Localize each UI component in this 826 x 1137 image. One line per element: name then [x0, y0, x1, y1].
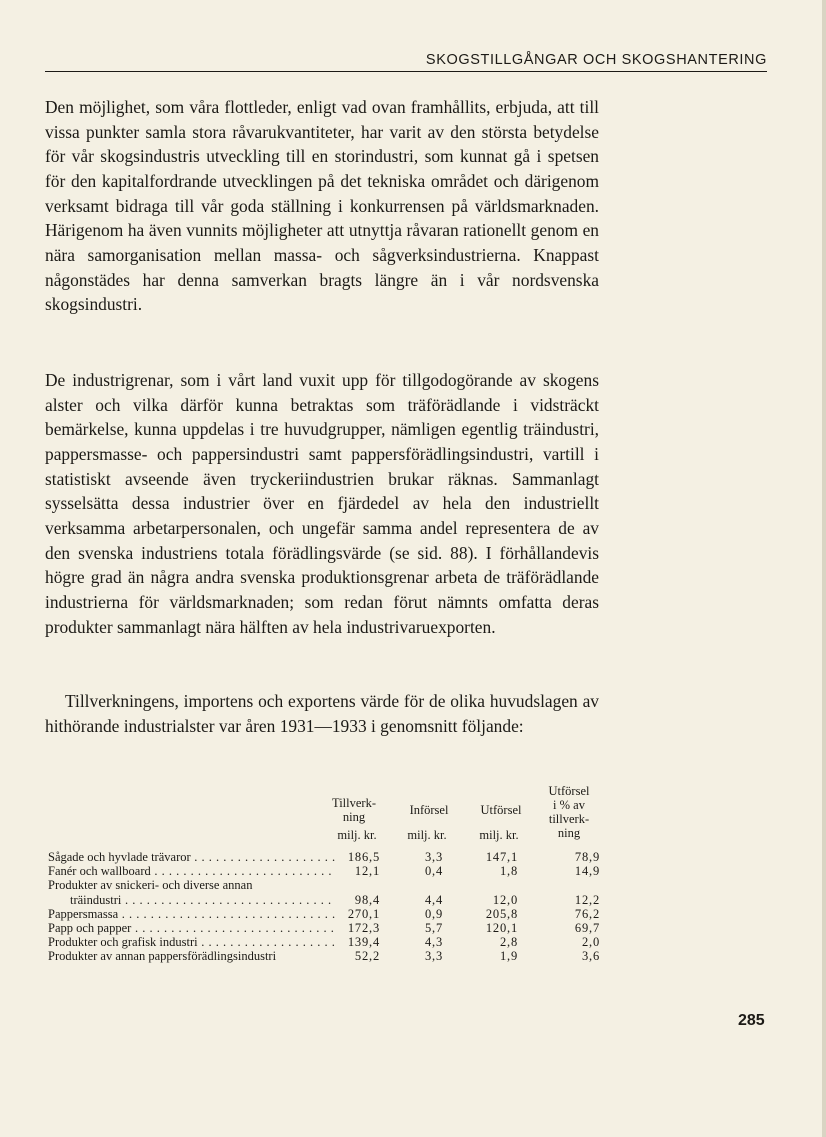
cell-inforsel: 3,3 — [424, 949, 443, 963]
cell-pct: 76,2 — [574, 907, 600, 921]
cell-utforsel: 205,8 — [485, 907, 518, 921]
row-label: Papp och papper . . . — [48, 921, 336, 935]
row-label: Pappersmassa . . . — [48, 907, 336, 921]
table-row — [48, 921, 608, 935]
paragraph-2: De industrigrenar, som i vårt land vuxit upp för tillgodogörande av skogens alster och vilka därför kunna betraktas som träförädlande i vidsträckt bemärkelse, kunna uppdelas i tre huvudgrupper, nämligen egentlig träindustri, pappersmasse- och pappersindustri samt pappersförädlingsindustri, vartill i statistiskt avseende även tryckeriindustrien brukar räknas. Sammanlagt sysselsätta dessa industrier över en fjärdedel av hela den industriellt verksamma arbetarpersonalen, och ungefär samma andel representera de av den svenska industriens totala förädlingsvärde (se sid. 88). I förhållandevis högre grad än några andra svenska produktionsgrenar arbeta de träförädlande industrierna för världsmarknaden; som redan förut nämnts omfatta deras produkter sammanlagt nära hälften av hela industrivaruexporten. — [45, 370, 599, 637]
cell-pct: 12,2 — [574, 893, 600, 907]
page-edge — [822, 0, 826, 1137]
cell-utforsel: 1,9 — [499, 949, 518, 963]
cell-tillverkning: 186,5 — [347, 850, 380, 864]
header-tillverkning: Tillverk- ning — [332, 796, 376, 824]
table-row — [48, 893, 608, 907]
cell-utforsel: 2,8 — [499, 935, 518, 949]
running-header: SKOGSTILLGÅNGAR OCH SKOGSHANTERING — [45, 52, 767, 72]
row-label: Produkter av snickeri- och diverse annan — [48, 878, 253, 892]
header-utforsel: Utförsel — [480, 803, 522, 817]
unit-inforsel: milj. kr. — [407, 828, 447, 842]
paragraph-3: Tillverkningens, importens och exportens värde för de olika huvudslagen av hithörande industrialster var åren 1931—1933 i genomsnitt följande: — [45, 691, 599, 736]
unit-tillverkning: milj. kr. — [337, 828, 377, 842]
table-row — [48, 850, 608, 864]
cell-inforsel: 4,4 — [424, 893, 443, 907]
row-label: Sågade och hyvlade trävaror . . . — [48, 850, 336, 864]
cell-inforsel: 5,7 — [424, 921, 443, 935]
cell-tillverkning: 98,4 — [354, 893, 380, 907]
cell-utforsel: 147,1 — [485, 850, 518, 864]
cell-inforsel: 3,3 — [424, 850, 443, 864]
cell-pct: 69,7 — [574, 921, 600, 935]
header-inforsel: Införsel — [409, 803, 449, 817]
cell-utforsel: 120,1 — [485, 921, 518, 935]
row-label: Fanér och wallboard . . . — [48, 864, 336, 878]
cell-tillverkning: 270,1 — [347, 907, 380, 921]
cell-tillverkning: 52,2 — [354, 949, 380, 963]
table-row — [48, 864, 608, 878]
cell-utforsel: 12,0 — [492, 893, 518, 907]
row-label: Produkter av annan pappersförädlingsindustri — [48, 949, 277, 963]
cell-pct: 2,0 — [581, 935, 600, 949]
row-label: Produkter och grafisk industri . . . — [48, 935, 336, 949]
cell-inforsel: 0,4 — [424, 864, 443, 878]
cell-utforsel: 1,8 — [499, 864, 518, 878]
table-row — [48, 907, 608, 921]
cell-pct: 14,9 — [574, 864, 600, 878]
cell-tillverkning: 139,4 — [347, 935, 380, 949]
table-row — [48, 935, 608, 949]
cell-tillverkning: 172,3 — [347, 921, 380, 935]
row-label: träindustri . . . — [48, 893, 336, 907]
table-row — [48, 878, 608, 892]
cell-inforsel: 0,9 — [424, 907, 443, 921]
cell-pct: 78,9 — [574, 850, 600, 864]
paragraph-1: Den möjlighet, som våra flottleder, enligt vad ovan framhållits, erbjuda, att till vissa punkter samla stora råvarukvantiteter, har varit av den största betydelse för vår skogsindustris utveckling till en storindustri, som kunnat gå i spetsen för den kapitalfordrande utvecklingen på det tekniska området och därigenom verksamt bidraga till vår goda ställning i konkurrensen på världsmarknaden. Härigenom ha även vunnits möjligheter att utnyttja råvaran rationellt genom en nära samorganisation mellan massa- och sågverksindustrierna. Knappast någonstädes har denna samverkan bragts längre än i vår nordsvenska skogsindustri. — [45, 97, 599, 315]
cell-inforsel: 4,3 — [424, 935, 443, 949]
cell-tillverkning: 12,1 — [354, 864, 380, 878]
page-number: 285 — [738, 1012, 765, 1029]
unit-utforsel: milj. kr. — [479, 828, 519, 842]
header-utforsel-pct: Utförsel i % av tillverk- ning — [548, 784, 590, 840]
cell-pct: 3,6 — [581, 949, 600, 963]
table-row — [48, 949, 608, 963]
